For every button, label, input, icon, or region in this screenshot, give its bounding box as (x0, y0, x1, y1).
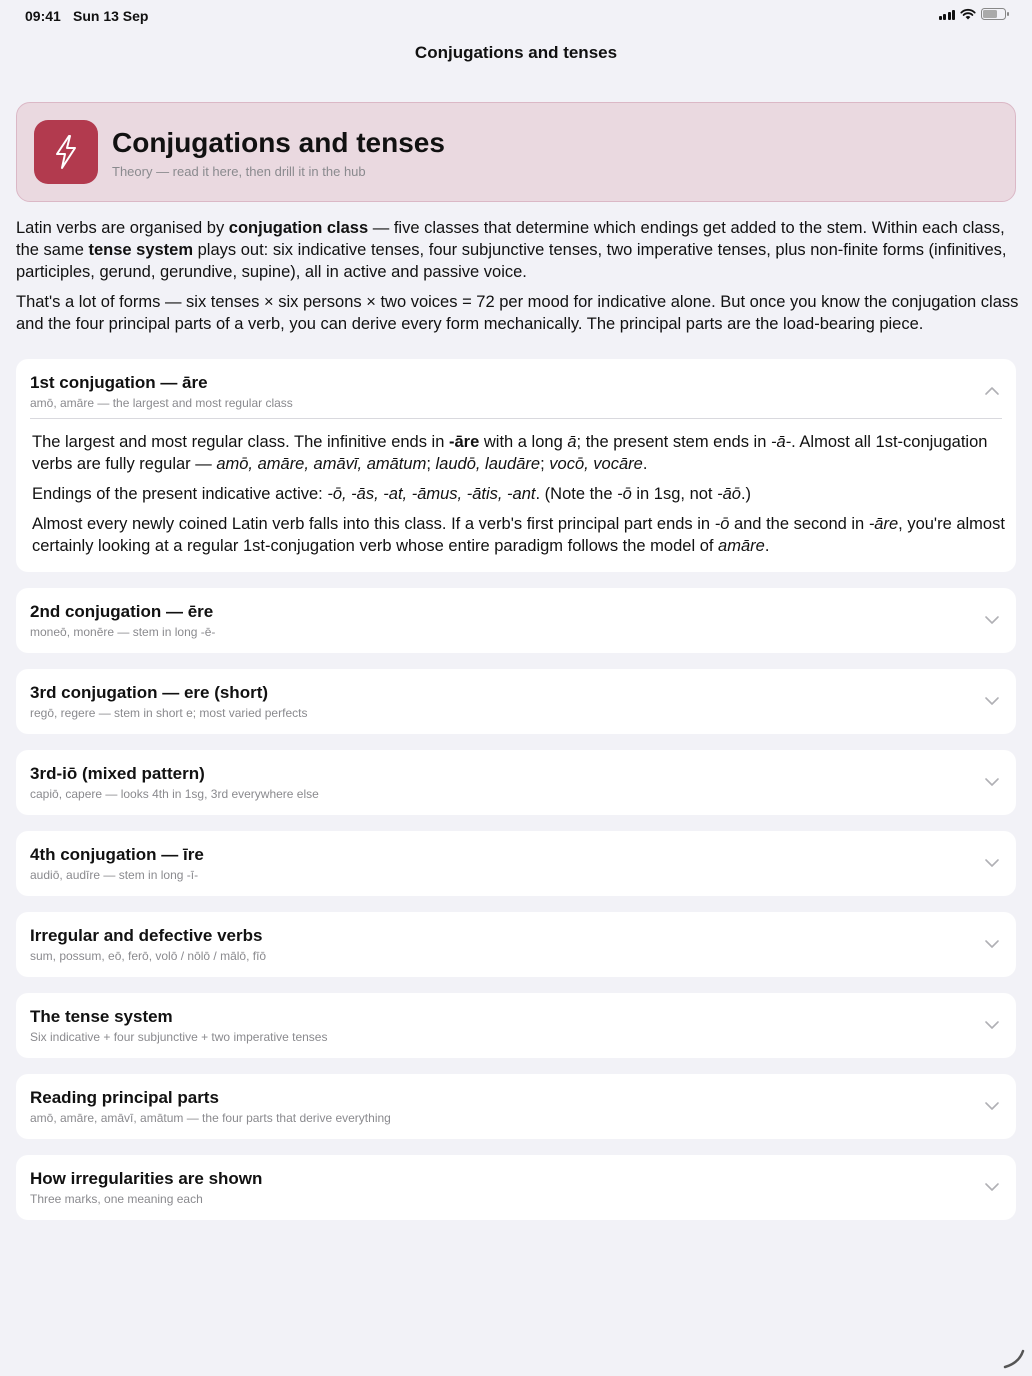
chevron-down-icon[interactable] (984, 776, 1000, 788)
intro-text (16, 217, 1020, 343)
page-title: Conjugations and tenses (112, 127, 445, 158)
section-subtitle: sum, possum, eō, ferō, volō / nōlō / mālō, fīō (30, 949, 267, 963)
body-paragraph-1: The largest and most regular class. The infinitive ends in -āre with a long ā; the present stem ends in -ā-. Almost all 1st-conjugation verbs are fully regular — amō, amāre, amāvī, amātum; laudō, laudāre; vocō, vocāre. (32, 433, 988, 473)
nav-title: Conjugations and tenses (414, 43, 618, 62)
hero-card (16, 102, 1016, 202)
chevron-up-icon[interactable] (984, 385, 1000, 397)
section-title: 4th conjugation — īre (30, 845, 204, 864)
section-subtitle: amō, amāre, amāvī, amātum — the four parts that derive everything (30, 1111, 391, 1125)
section-card-3rd-conjugation[interactable] (16, 669, 1016, 734)
section-subtitle: moneō, monēre — stem in long -ē- (30, 625, 216, 639)
status-icons (939, 8, 1007, 20)
cellular-signal-icon (939, 9, 956, 20)
section-card-irregularities-shown[interactable] (16, 1155, 1016, 1220)
lightning-bolt-icon (34, 120, 98, 184)
section-title: 3rd-iō (mixed pattern) (30, 764, 205, 783)
section-title: Reading principal parts (30, 1088, 219, 1107)
section-card-principal-parts[interactable] (16, 1074, 1016, 1139)
section-subtitle: audiō, audīre — stem in long -ī- (30, 868, 199, 882)
section-body (32, 431, 1007, 565)
status-time: 09:41 (25, 8, 61, 24)
battery-icon (981, 8, 1006, 20)
chevron-down-icon[interactable] (984, 938, 1000, 950)
chevron-down-icon[interactable] (984, 1181, 1000, 1193)
section-title: 3rd conjugation — ere (short) (30, 683, 269, 702)
section-title: Irregular and defective verbs (30, 926, 263, 945)
section-title: The tense system (30, 1007, 173, 1026)
section-card-tense-system[interactable] (16, 993, 1016, 1058)
section-card-2nd-conjugation[interactable] (16, 588, 1016, 653)
chevron-down-icon[interactable] (984, 614, 1000, 626)
section-subtitle: amō, amāre — the largest and most regular class (30, 396, 293, 410)
section-divider (30, 418, 1002, 419)
section-card-1st-conjugation[interactable] (16, 359, 1016, 572)
section-card-4th-conjugation[interactable] (16, 831, 1016, 896)
intro-paragraph-2: That's a lot of forms — six tenses × six persons × two voices = 72 per mood for indicative alone. But once you know the conjugation class and the four principal parts of a verb, you can derive every form mechanically. The principal parts are the load-bearing piece. (16, 293, 1019, 333)
section-subtitle: Three marks, one meaning each (30, 1192, 203, 1206)
status-bar (0, 0, 1032, 32)
section-subtitle: capiō, capere — looks 4th in 1sg, 3rd everywhere else (30, 787, 319, 801)
section-title: 2nd conjugation — ēre (30, 602, 214, 621)
section-subtitle: regō, regere — stem in short e; most varied perfects (30, 706, 308, 720)
intro-paragraph-1: Latin verbs are organised by conjugation class — five classes that determine which endings get added to the stem. Within each class, the same tense system plays out: six indicative tenses, four subjunctive tenses, two imperative tenses, plus non-finite forms (infinitives, participles, gerund, gerundive, supine), all in active and passive voice. (16, 219, 1007, 281)
chevron-down-icon[interactable] (984, 1019, 1000, 1031)
section-title: How irregularities are shown (30, 1169, 263, 1188)
chevron-down-icon[interactable] (984, 695, 1000, 707)
chevron-down-icon[interactable] (984, 857, 1000, 869)
section-card-irregular-verbs[interactable] (16, 912, 1016, 977)
page-subtitle: Theory — read it here, then drill it in the hub (112, 164, 366, 179)
section-title: 1st conjugation — āre (30, 373, 208, 392)
body-paragraph-3: Almost every newly coined Latin verb falls into this class. If a verb's first principal part ends in -ō and the second in -āre, you're almost certainly looking at a regular 1st-conjugation verb whose entire paradigm follows the model of amāre. (32, 515, 1005, 555)
section-card-3rd-io[interactable] (16, 750, 1016, 815)
status-date: Sun 13 Sep (73, 8, 149, 24)
wifi-icon (960, 8, 976, 20)
section-subtitle: Six indicative + four subjunctive + two imperative tenses (30, 1030, 328, 1044)
chevron-down-icon[interactable] (984, 1100, 1000, 1112)
body-paragraph-2: Endings of the present indicative active: -ō, -ās, -at, -āmus, -ātis, -ant. (Note the -ō in 1sg, not -āō.) (32, 485, 752, 503)
resize-handle-icon[interactable] (1002, 1346, 1026, 1370)
